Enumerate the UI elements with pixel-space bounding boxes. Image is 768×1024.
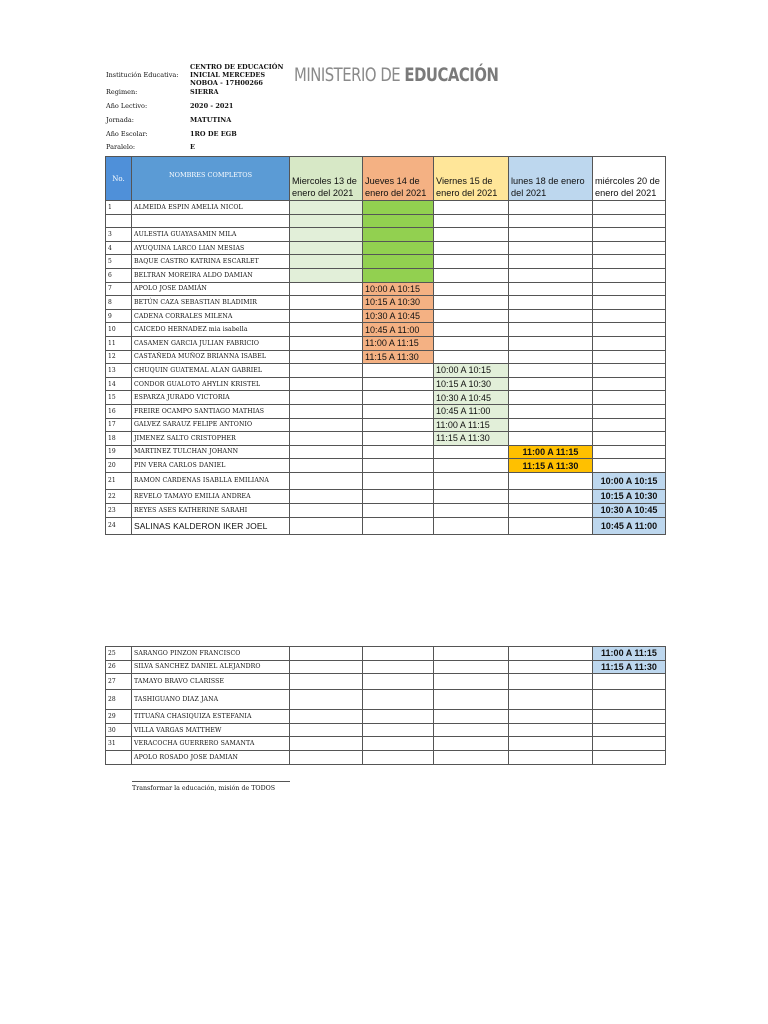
- row-number: 19: [106, 445, 132, 459]
- row-number: 12: [106, 350, 132, 364]
- time-slot: [290, 472, 363, 489]
- time-slot: [509, 489, 593, 503]
- time-slot: [290, 690, 363, 710]
- table-row: [106, 268, 666, 282]
- time-slot: [434, 459, 509, 473]
- year-label: Año Lectivo:: [106, 102, 148, 110]
- time-slot: [509, 418, 593, 432]
- student-name: ALMEIDA ESPIN AMELIA NICOL: [132, 201, 290, 215]
- time-slot: [509, 503, 593, 517]
- time-slot: [434, 710, 509, 724]
- row-number: 31: [106, 737, 132, 751]
- time-slot: [363, 364, 434, 378]
- time-slot: [290, 737, 363, 751]
- row-number: 20: [106, 459, 132, 473]
- time-slot: [290, 445, 363, 459]
- time-slot: [509, 404, 593, 418]
- time-slot: [363, 674, 434, 690]
- table-row: [106, 445, 666, 459]
- time-slot: [509, 750, 593, 764]
- time-slot: [363, 459, 434, 473]
- time-slot: [509, 472, 593, 489]
- row-number: 9: [106, 309, 132, 323]
- time-slot: 11:15 A 11:30: [509, 459, 593, 473]
- student-name: TAMAYO BRAVO CLARISSE: [132, 674, 290, 690]
- time-slot: [363, 517, 434, 534]
- time-slot: [290, 517, 363, 534]
- time-slot: [363, 472, 434, 489]
- table-row: [106, 214, 666, 228]
- student-name: SALINAS KALDERON IKER JOEL: [132, 517, 290, 534]
- institution-value-2: INICIAL MERCEDES: [190, 71, 266, 79]
- time-slot: [593, 723, 666, 737]
- time-slot: [593, 690, 666, 710]
- time-slot: [290, 489, 363, 503]
- time-slot: [434, 472, 509, 489]
- column-header-day-3: Viernes 15 de enero del 2021: [434, 157, 509, 201]
- student-name: GALVEZ SARAUZ FELIPE ANTONIO: [132, 418, 290, 432]
- column-header-day-5: miércoles 20 de enero del 2021: [593, 157, 666, 201]
- table-row: [106, 404, 666, 418]
- time-slot: [434, 489, 509, 503]
- time-slot: [363, 690, 434, 710]
- time-slot: [509, 723, 593, 737]
- student-name: REYES ASES KATHERINE SARAHI: [132, 503, 290, 517]
- table-row: [106, 710, 666, 724]
- time-slot: 11:15 A 11:30: [363, 350, 434, 364]
- row-number: [106, 214, 132, 228]
- time-slot: 10:00 A 10:15: [363, 282, 434, 296]
- time-slot: [363, 268, 434, 282]
- time-slot: [290, 660, 363, 674]
- table-row: [106, 723, 666, 737]
- table-row: [106, 459, 666, 473]
- time-slot: [363, 710, 434, 724]
- time-slot: [434, 228, 509, 242]
- time-slot: [509, 282, 593, 296]
- time-slot: [434, 201, 509, 215]
- row-number: 7: [106, 282, 132, 296]
- row-number: 3: [106, 228, 132, 242]
- time-slot: 10:30 A 10:45: [363, 309, 434, 323]
- time-slot: [593, 255, 666, 269]
- time-slot: [363, 377, 434, 391]
- table-row: [106, 228, 666, 242]
- time-slot: [363, 201, 434, 215]
- column-header-no: No.: [106, 157, 132, 201]
- table-row: [106, 282, 666, 296]
- time-slot: [593, 432, 666, 446]
- time-slot: [509, 647, 593, 661]
- student-name: VILLA VARGAS MATTHEW: [132, 723, 290, 737]
- time-slot: 10:15 A 10:30: [593, 489, 666, 503]
- shift-label: Jornada:: [106, 116, 134, 124]
- time-slot: [593, 750, 666, 764]
- row-number: 26: [106, 660, 132, 674]
- time-slot: 11:00 A 11:15: [509, 445, 593, 459]
- table-row: [106, 690, 666, 710]
- time-slot: [290, 404, 363, 418]
- time-slot: [509, 296, 593, 310]
- time-slot: [363, 228, 434, 242]
- school-year-value: 1RO DE EGB: [190, 130, 237, 138]
- row-number: 21: [106, 472, 132, 489]
- time-slot: [290, 228, 363, 242]
- time-slot: [290, 710, 363, 724]
- table-row: [106, 418, 666, 432]
- student-name: [132, 214, 290, 228]
- time-slot: [363, 255, 434, 269]
- time-slot: [593, 282, 666, 296]
- row-number: 24: [106, 517, 132, 534]
- row-number: 16: [106, 404, 132, 418]
- time-slot: [593, 404, 666, 418]
- time-slot: [290, 432, 363, 446]
- time-slot: [434, 268, 509, 282]
- time-slot: 10:45 A 11:00: [593, 517, 666, 534]
- table-row: [106, 517, 666, 534]
- column-header-day-1: Miercoles 13 de enero del 2021: [290, 157, 363, 201]
- time-slot: [363, 489, 434, 503]
- row-number: 25: [106, 647, 132, 661]
- time-slot: [434, 674, 509, 690]
- shift-value: MATUTINA: [190, 116, 232, 124]
- student-name: FREIRE OCAMPO SANTIAGO MATHIAS: [132, 404, 290, 418]
- row-number: 5: [106, 255, 132, 269]
- time-slot: [363, 647, 434, 661]
- student-name: CADENA CORRALES MILENA: [132, 309, 290, 323]
- time-slot: [593, 228, 666, 242]
- time-slot: [434, 737, 509, 751]
- time-slot: [434, 690, 509, 710]
- student-name: AYUQUINA LARCO LIAN MESIAS: [132, 241, 290, 255]
- table-row: [106, 737, 666, 751]
- institution-value-1: CENTRO DE EDUCACIÓN: [190, 63, 284, 71]
- time-slot: [593, 737, 666, 751]
- table-row: [106, 660, 666, 674]
- logo-text-bold: EDUCACIÓN: [404, 64, 499, 86]
- time-slot: [434, 750, 509, 764]
- table-row: [106, 472, 666, 489]
- time-slot: [593, 268, 666, 282]
- column-header-name: NOMBRES COMPLETOS: [132, 157, 290, 201]
- time-slot: [509, 391, 593, 405]
- table-row: [106, 432, 666, 446]
- row-number: 8: [106, 296, 132, 310]
- time-slot: [290, 268, 363, 282]
- row-number: 10: [106, 323, 132, 337]
- time-slot: [593, 201, 666, 215]
- institution-label: Institución Educativa:: [106, 71, 179, 79]
- table-row: [106, 750, 666, 764]
- time-slot: [509, 364, 593, 378]
- student-name: CASAMEN GARCIA JULIAN FABRICIO: [132, 336, 290, 350]
- table-row: [106, 241, 666, 255]
- time-slot: [509, 309, 593, 323]
- time-slot: [593, 710, 666, 724]
- time-slot: [593, 674, 666, 690]
- time-slot: [593, 336, 666, 350]
- time-slot: [509, 517, 593, 534]
- ministry-logo: [294, 64, 498, 100]
- table-row: [106, 364, 666, 378]
- time-slot: [363, 723, 434, 737]
- time-slot: [363, 404, 434, 418]
- time-slot: 11:15 A 11:30: [434, 432, 509, 446]
- schedule-table: [105, 156, 666, 535]
- row-number: 1: [106, 201, 132, 215]
- student-name: REVELO TAMAYO EMILIA ANDREA: [132, 489, 290, 503]
- row-number: 23: [106, 503, 132, 517]
- column-header-day-2: Jueves 14 de enero del 2021: [363, 157, 434, 201]
- time-slot: [593, 350, 666, 364]
- time-slot: [290, 296, 363, 310]
- time-slot: [434, 309, 509, 323]
- table-row: [106, 255, 666, 269]
- student-name: BAQUE CASTRO KATRINA ESCARLET: [132, 255, 290, 269]
- time-slot: [434, 517, 509, 534]
- parallel-value: E: [190, 143, 195, 151]
- time-slot: [593, 296, 666, 310]
- time-slot: [434, 241, 509, 255]
- time-slot: [363, 432, 434, 446]
- time-slot: [509, 660, 593, 674]
- time-slot: [434, 255, 509, 269]
- time-slot: [593, 364, 666, 378]
- time-slot: [363, 241, 434, 255]
- student-name: APOLO JOSE DAMIÁN: [132, 282, 290, 296]
- row-number: 27: [106, 674, 132, 690]
- row-number: 11: [106, 336, 132, 350]
- student-name: TASHIGUANO DIAZ JANA: [132, 690, 290, 710]
- table-row: [106, 391, 666, 405]
- table-row: [106, 336, 666, 350]
- student-name: VERACOCHA GUERRERO SAMANTA: [132, 737, 290, 751]
- time-slot: 10:45 A 11:00: [363, 323, 434, 337]
- student-name: APOLO ROSADO JOSE DAMIAN: [132, 750, 290, 764]
- student-name: JIMENEZ SALTO CRISTOPHER: [132, 432, 290, 446]
- student-name: RAMON CARDENAS ISABLLA EMILIANA: [132, 472, 290, 489]
- table-row: [106, 350, 666, 364]
- time-slot: [363, 737, 434, 751]
- column-header-day-4: lunes 18 de enero del 2021: [509, 157, 593, 201]
- time-slot: [290, 241, 363, 255]
- time-slot: [509, 350, 593, 364]
- row-number: 18: [106, 432, 132, 446]
- school-year-label: Año Escolar:: [106, 130, 148, 138]
- time-slot: [593, 241, 666, 255]
- time-slot: [290, 377, 363, 391]
- time-slot: [593, 445, 666, 459]
- time-slot: [509, 201, 593, 215]
- row-number: 14: [106, 377, 132, 391]
- table-row: [106, 296, 666, 310]
- time-slot: [509, 228, 593, 242]
- time-slot: [434, 282, 509, 296]
- student-name: AULESTIA GUAYASAMIN MILA: [132, 228, 290, 242]
- student-name: CHUQUIN GUATEMAL ALAN GABRIEL: [132, 364, 290, 378]
- time-slot: [290, 647, 363, 661]
- row-number: 15: [106, 391, 132, 405]
- time-slot: 10:15 A 10:30: [363, 296, 434, 310]
- footer-slogan: Transformar la educación, misión de TODOS: [132, 785, 276, 792]
- time-slot: [509, 323, 593, 337]
- time-slot: [363, 503, 434, 517]
- time-slot: [290, 309, 363, 323]
- time-slot: [434, 296, 509, 310]
- divider: [132, 781, 290, 782]
- time-slot: [509, 336, 593, 350]
- student-name: ESPARZA JURADO VICTORIA: [132, 391, 290, 405]
- student-name: CASTAÑEDA MUÑOZ BRIANNA ISABEL: [132, 350, 290, 364]
- time-slot: [434, 336, 509, 350]
- time-slot: 11:15 A 11:30: [593, 660, 666, 674]
- time-slot: [363, 750, 434, 764]
- student-name: CAICEDO HERNADEZ mia isabella: [132, 323, 290, 337]
- student-name: MARTINEZ TULCHAN JOHANN: [132, 445, 290, 459]
- time-slot: [290, 503, 363, 517]
- schedule-table-continued: [105, 646, 666, 765]
- time-slot: [434, 350, 509, 364]
- time-slot: [363, 214, 434, 228]
- time-slot: [434, 660, 509, 674]
- table-row: [106, 647, 666, 661]
- time-slot: 10:45 A 11:00: [434, 404, 509, 418]
- time-slot: 10:15 A 10:30: [434, 377, 509, 391]
- row-number: 4: [106, 241, 132, 255]
- time-slot: [509, 690, 593, 710]
- table-row: [106, 674, 666, 690]
- time-slot: [363, 445, 434, 459]
- time-slot: [593, 323, 666, 337]
- time-slot: [509, 710, 593, 724]
- table-row: [106, 201, 666, 215]
- time-slot: 11:00 A 11:15: [593, 647, 666, 661]
- row-number: 17: [106, 418, 132, 432]
- student-name: PIN VERA CARLOS DANIEL: [132, 459, 290, 473]
- time-slot: 11:00 A 11:15: [434, 418, 509, 432]
- time-slot: 10:00 A 10:15: [593, 472, 666, 489]
- time-slot: 10:30 A 10:45: [434, 391, 509, 405]
- time-slot: [363, 660, 434, 674]
- time-slot: [434, 647, 509, 661]
- time-slot: [593, 418, 666, 432]
- time-slot: [593, 309, 666, 323]
- time-slot: [593, 459, 666, 473]
- time-slot: [290, 201, 363, 215]
- student-name: TITUAÑA CHASIQUIZA ESTEFANIA: [132, 710, 290, 724]
- student-name: BETÚN CAZA SEBASTIAN BLADIMIR: [132, 296, 290, 310]
- row-number: [106, 750, 132, 764]
- time-slot: [509, 674, 593, 690]
- time-slot: [290, 723, 363, 737]
- row-number: 6: [106, 268, 132, 282]
- time-slot: 11:00 A 11:15: [363, 336, 434, 350]
- time-slot: 10:30 A 10:45: [593, 503, 666, 517]
- time-slot: [509, 268, 593, 282]
- region-label: Regimen:: [106, 88, 138, 96]
- time-slot: [593, 391, 666, 405]
- time-slot: [434, 503, 509, 517]
- time-slot: [290, 336, 363, 350]
- time-slot: [290, 418, 363, 432]
- table-row: [106, 489, 666, 503]
- row-number: 28: [106, 690, 132, 710]
- time-slot: [290, 323, 363, 337]
- institution-value-3: NOBOA - 17H00266: [190, 79, 263, 87]
- table-row: [106, 377, 666, 391]
- row-number: 30: [106, 723, 132, 737]
- time-slot: [363, 391, 434, 405]
- time-slot: [434, 723, 509, 737]
- time-slot: [509, 377, 593, 391]
- student-name: BELTRAN MOREIRA ALDO DAMIAN: [132, 268, 290, 282]
- time-slot: [593, 214, 666, 228]
- row-number: 13: [106, 364, 132, 378]
- time-slot: [290, 214, 363, 228]
- logo-text-light: MINISTERIO DE: [294, 64, 405, 86]
- parallel-label: Paralelo:: [106, 143, 136, 151]
- year-value: 2020 - 2021: [190, 102, 234, 110]
- student-name: SARANGO PINZON FRANCISCO: [132, 647, 290, 661]
- student-name: CONDOR GUALOTO AHYLIN KRISTEL: [132, 377, 290, 391]
- student-name: SILVA SANCHEZ DANIEL ALEJANDRO: [132, 660, 290, 674]
- row-number: 29: [106, 710, 132, 724]
- time-slot: [434, 445, 509, 459]
- time-slot: [290, 350, 363, 364]
- time-slot: [290, 255, 363, 269]
- time-slot: [290, 391, 363, 405]
- table-row: [106, 323, 666, 337]
- region-value: SIERRA: [190, 88, 219, 96]
- row-number: 22: [106, 489, 132, 503]
- time-slot: [593, 377, 666, 391]
- time-slot: [509, 432, 593, 446]
- time-slot: [290, 750, 363, 764]
- time-slot: [434, 214, 509, 228]
- time-slot: [509, 255, 593, 269]
- time-slot: [290, 364, 363, 378]
- table-row: [106, 309, 666, 323]
- time-slot: [509, 214, 593, 228]
- time-slot: [290, 459, 363, 473]
- time-slot: [290, 282, 363, 296]
- time-slot: 10:00 A 10:15: [434, 364, 509, 378]
- time-slot: [434, 323, 509, 337]
- time-slot: [509, 241, 593, 255]
- time-slot: [290, 674, 363, 690]
- table-row: [106, 503, 666, 517]
- time-slot: [509, 737, 593, 751]
- time-slot: [363, 418, 434, 432]
